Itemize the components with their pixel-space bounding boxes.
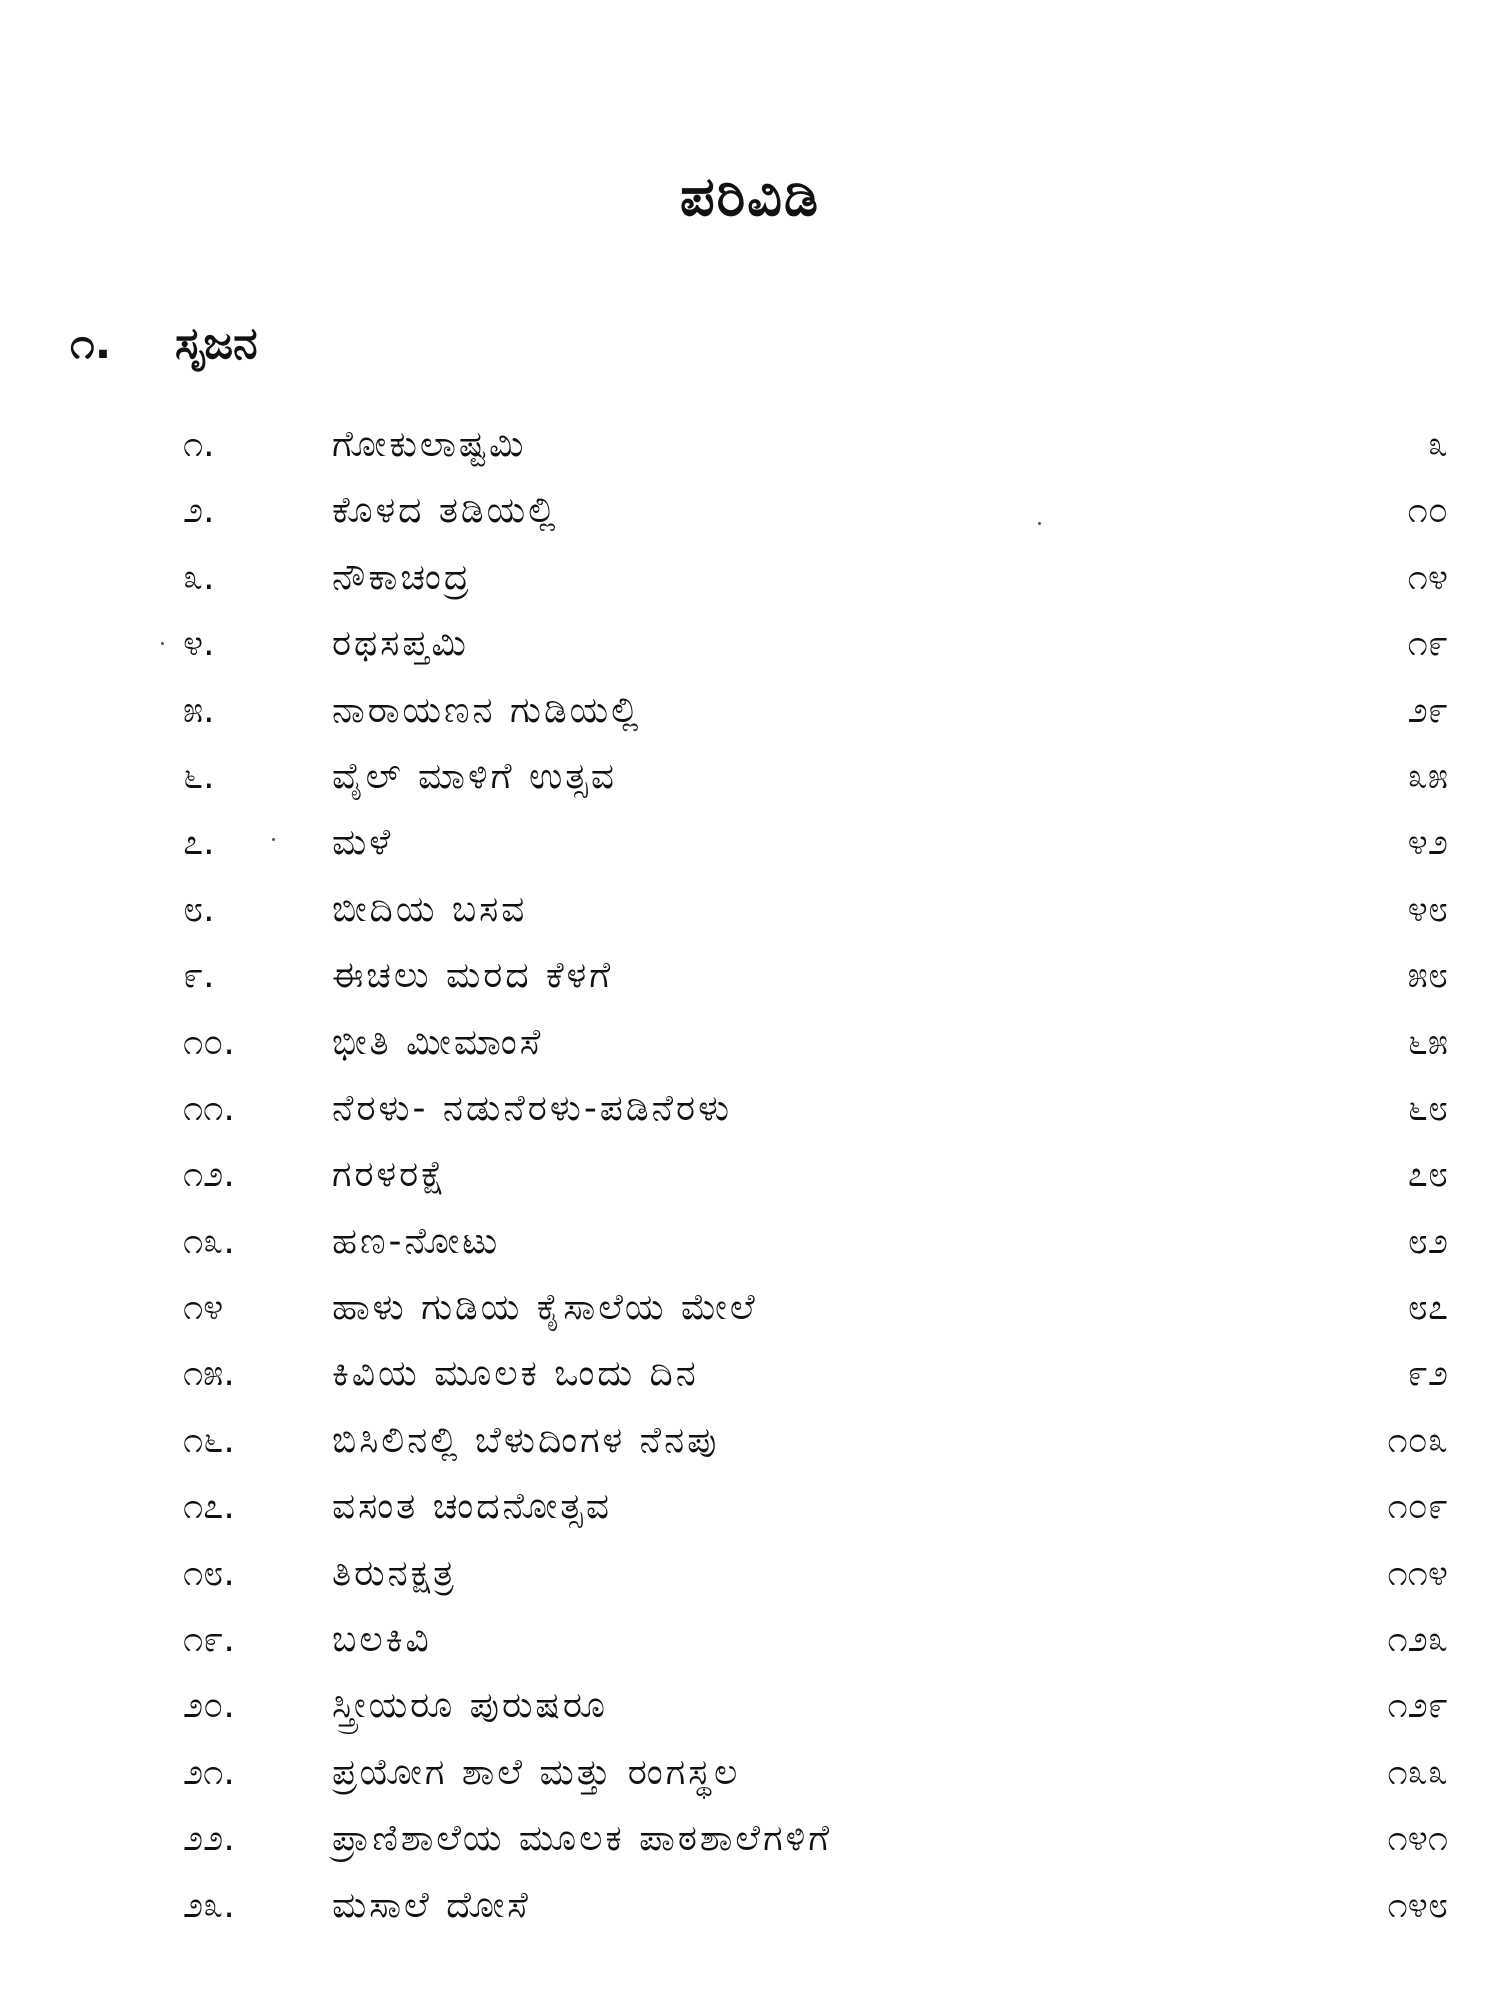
entry-number: ೨೦. <box>183 1685 235 1727</box>
entry-page-number: ೧೧೪ <box>1387 1552 1448 1594</box>
entry-number: ೧೦. <box>183 1021 235 1063</box>
scan-speck <box>272 838 275 841</box>
entry-number: ೧೨. <box>183 1154 235 1196</box>
toc-entry <box>0 1010 1500 1076</box>
toc-entry <box>0 611 1500 677</box>
toc-entry <box>0 1209 1500 1275</box>
entry-page-number: ೫೮ <box>1407 955 1448 997</box>
toc-entry <box>0 1474 1500 1540</box>
entry-page-number: ೧೨೯ <box>1387 1685 1448 1727</box>
entry-number: ೩. <box>183 556 215 598</box>
section-heading <box>70 318 258 369</box>
toc-entry <box>0 545 1500 611</box>
entry-number: ೨೨. <box>183 1818 235 1860</box>
entry-title: ನೆರಳು- ನಡುನೆರಳು-ಪಡಿನೆರಳು <box>332 1087 733 1129</box>
entry-number: ೨೩. <box>183 1884 235 1926</box>
entry-page-number: ೩೫ <box>1407 755 1448 797</box>
entry-number: ೯. <box>183 955 215 997</box>
toc-entry <box>0 1142 1500 1208</box>
entry-page-number: ೧೨೩ <box>1387 1619 1448 1661</box>
toc-entry <box>0 478 1500 544</box>
entry-number: ೫. <box>183 689 215 731</box>
entry-number: ೬. <box>183 755 215 797</box>
entry-number: ೧೯. <box>183 1619 235 1661</box>
toc-entry <box>0 1673 1500 1739</box>
toc-entry <box>0 1076 1500 1142</box>
entry-number: ೧. <box>183 424 215 465</box>
entry-title: ಬೀದಿಯ ಬಸವ <box>332 888 528 930</box>
entry-page-number: ೪೮ <box>1407 888 1448 930</box>
entry-title: ವಸಂತ ಚಂದನೋತ್ಸವ <box>332 1486 612 1528</box>
entry-title: ಕಿವಿಯ ಮೂಲಕ ಒಂದು ದಿನ <box>332 1353 699 1395</box>
page-title: ಪರಿವಿಡಿ <box>680 165 820 228</box>
entry-page-number: ೧೦ <box>1407 490 1448 532</box>
entry-page-number: ೪೨ <box>1407 822 1448 864</box>
entry-title: ಪ್ರಾಣಿಶಾಲೆಯ ಮೂಲಕ ಪಾಠಶಾಲೆಗಳಿಗೆ <box>332 1818 833 1860</box>
entry-title: ತಿರುನಕ್ಷತ್ರ <box>332 1552 457 1594</box>
entry-number: ೧೪ <box>183 1287 224 1329</box>
entry-title: ಗೋಕುಲಾಷ್ಟಮಿ <box>332 424 527 465</box>
entry-page-number: ೧೪೧ <box>1387 1818 1448 1860</box>
entry-title: ನೌಕಾಚಂದ್ರ <box>332 556 472 598</box>
entry-page-number: ೯೨ <box>1407 1353 1448 1395</box>
toc-entry <box>0 1541 1500 1607</box>
entry-number: ೧೬. <box>183 1419 235 1461</box>
toc-entry <box>0 1275 1500 1341</box>
entry-page-number: ೧೦೯ <box>1387 1486 1448 1528</box>
entry-number: ೧೮. <box>183 1552 235 1594</box>
entry-page-number: ೮೨ <box>1407 1220 1448 1262</box>
entry-page-number: ೭೮ <box>1407 1154 1448 1196</box>
toc-entry <box>0 1740 1500 1806</box>
section-number: ೧. <box>70 318 112 369</box>
entry-title: ಈಚಲು ಮರದ ಕೆಳಗೆ <box>332 955 614 997</box>
toc-entry <box>0 1341 1500 1407</box>
entry-title: ಬಿಸಿಲಿನಲ್ಲಿ ಬೆಳುದಿಂಗಳ ನೆನಪು <box>332 1419 720 1461</box>
toc-entry <box>0 412 1500 478</box>
entry-page-number: ೧೪ <box>1407 556 1448 598</box>
toc-entry <box>0 678 1500 744</box>
entry-title: ಕೊಳದ ತಡಿಯಲ್ಲಿ <box>332 490 559 532</box>
entry-title: ಮಸಾಲೆ ದೋಸೆ <box>332 1884 531 1926</box>
entry-page-number: ೨೯ <box>1407 689 1448 731</box>
entry-page-number: ೧೦೩ <box>1387 1419 1448 1461</box>
toc-entry <box>0 1607 1500 1673</box>
toc-entry <box>0 1873 1500 1939</box>
entry-title: ಬಲಕಿವಿ <box>332 1619 432 1661</box>
entry-page-number: ೮೭ <box>1407 1287 1448 1329</box>
entry-page-number: ೧೯ <box>1407 623 1448 665</box>
scan-speck <box>161 642 164 645</box>
entry-page-number: ೧೪೮ <box>1387 1884 1448 1926</box>
toc-entry <box>0 943 1500 1009</box>
entry-title: ಹಾಳು ಗುಡಿಯ ಕೈಸಾಲೆಯ ಮೇಲೆ <box>332 1287 758 1329</box>
toc-entry <box>0 1806 1500 1872</box>
entry-title: ವೈಲ್ ಮಾಳಿಗೆ ಉತ್ಸವ <box>332 755 617 797</box>
entry-number: ೭. <box>183 822 215 864</box>
entry-title: ನಾರಾಯಣನ ಗುಡಿಯಲ್ಲಿ <box>332 689 642 731</box>
entry-number: ೮. <box>183 888 215 930</box>
entry-number: ೨೧. <box>183 1751 235 1793</box>
toc-entry <box>0 1408 1500 1474</box>
entry-number: ೧೭. <box>183 1486 235 1528</box>
scan-speck <box>1038 522 1041 525</box>
toc-list <box>0 412 1500 1939</box>
section-label: ಸೃಜನ <box>175 318 258 369</box>
entry-number: ೪. <box>183 623 215 665</box>
entry-title: ಭೀತಿ ಮೀಮಾಂಸೆ <box>332 1021 544 1063</box>
entry-page-number: ೬೫ <box>1407 1021 1448 1063</box>
toc-entry <box>0 810 1500 876</box>
entry-title: ಹಣ-ನೋಟು <box>332 1220 501 1262</box>
toc-entry <box>0 877 1500 943</box>
entry-number: ೨. <box>183 490 215 532</box>
entry-title: ಗರಳರಕ್ಷೆ <box>332 1154 448 1196</box>
entry-page-number: ೬೮ <box>1407 1087 1448 1129</box>
toc-entry <box>0 744 1500 810</box>
entry-number: ೧೧. <box>183 1087 235 1129</box>
entry-title: ಸ್ತ್ರೀಯರೂ ಪುರುಷರೂ <box>332 1685 608 1727</box>
entry-title: ಮಳೆ <box>332 822 394 864</box>
entry-title: ರಥಸಪ್ತಮಿ <box>332 623 469 665</box>
entry-page-number: ೩ <box>1427 424 1448 465</box>
entry-number: ೧೫. <box>183 1353 235 1395</box>
entry-title: ಪ್ರಯೋಗ ಶಾಲೆ ಮತ್ತು ರಂಗಸ್ಥಲ <box>332 1751 741 1793</box>
entry-page-number: ೧೩೩ <box>1387 1751 1448 1793</box>
entry-number: ೧೩. <box>183 1220 235 1262</box>
